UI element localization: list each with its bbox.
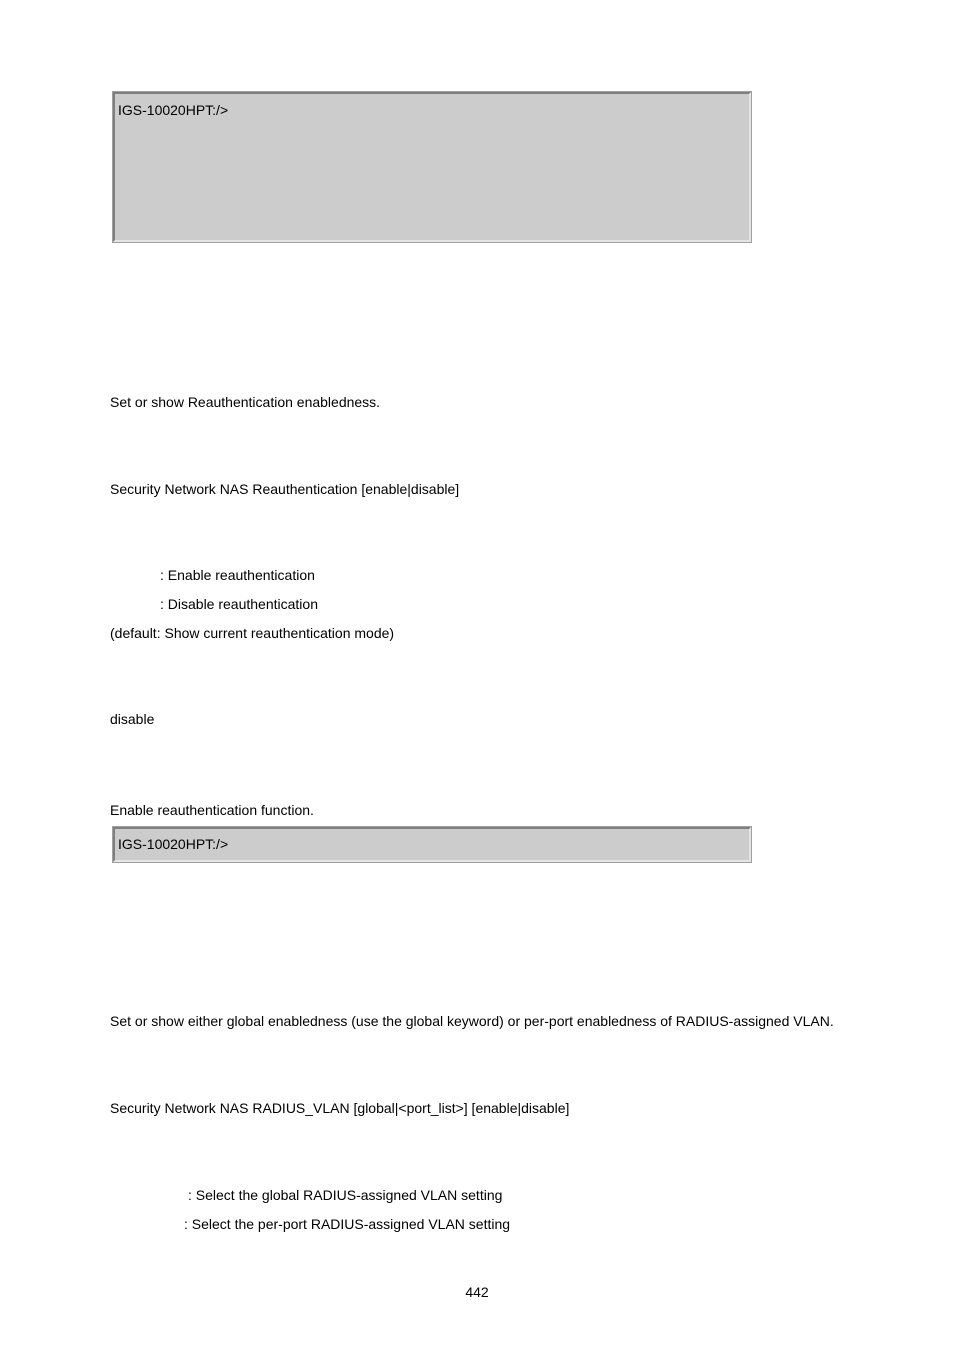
section-2-param-global: : Select the global RADIUS-assigned VLAN setting <box>188 1187 503 1203</box>
section-1-syntax: Security Network NAS Reauthentication [enable|disable] <box>110 481 460 497</box>
section-2-description: Set or show either global enabledness (use the global keyword) or per-port enabledness of RADIUS-assigned VLAN. <box>110 1013 834 1029</box>
terminal-box-1 <box>113 92 751 242</box>
terminal-box-2 <box>113 827 751 862</box>
section-2-param-port-list: : Select the per-port RADIUS-assigned VLAN setting <box>184 1216 511 1232</box>
section-1-param-default: (default: Show current reauthentication mode) <box>110 625 395 641</box>
section-1-param-enable: : Enable reauthentication <box>160 567 315 583</box>
page-number: 442 <box>465 1284 489 1300</box>
terminal-prompt: IGS-10020HPT:/> <box>118 102 229 118</box>
section-1-example-description: Enable reauthentication function. <box>110 802 314 818</box>
section-1-description: Set or show Reauthentication enabledness. <box>110 394 381 410</box>
terminal-prompt: IGS-10020HPT:/> <box>118 836 229 852</box>
section-1-param-disable: : Disable reauthentication <box>160 596 318 612</box>
section-2-syntax: Security Network NAS RADIUS_VLAN [global|<port_list>] [enable|disable] <box>110 1100 570 1116</box>
section-1-default-value: disable <box>110 711 155 727</box>
